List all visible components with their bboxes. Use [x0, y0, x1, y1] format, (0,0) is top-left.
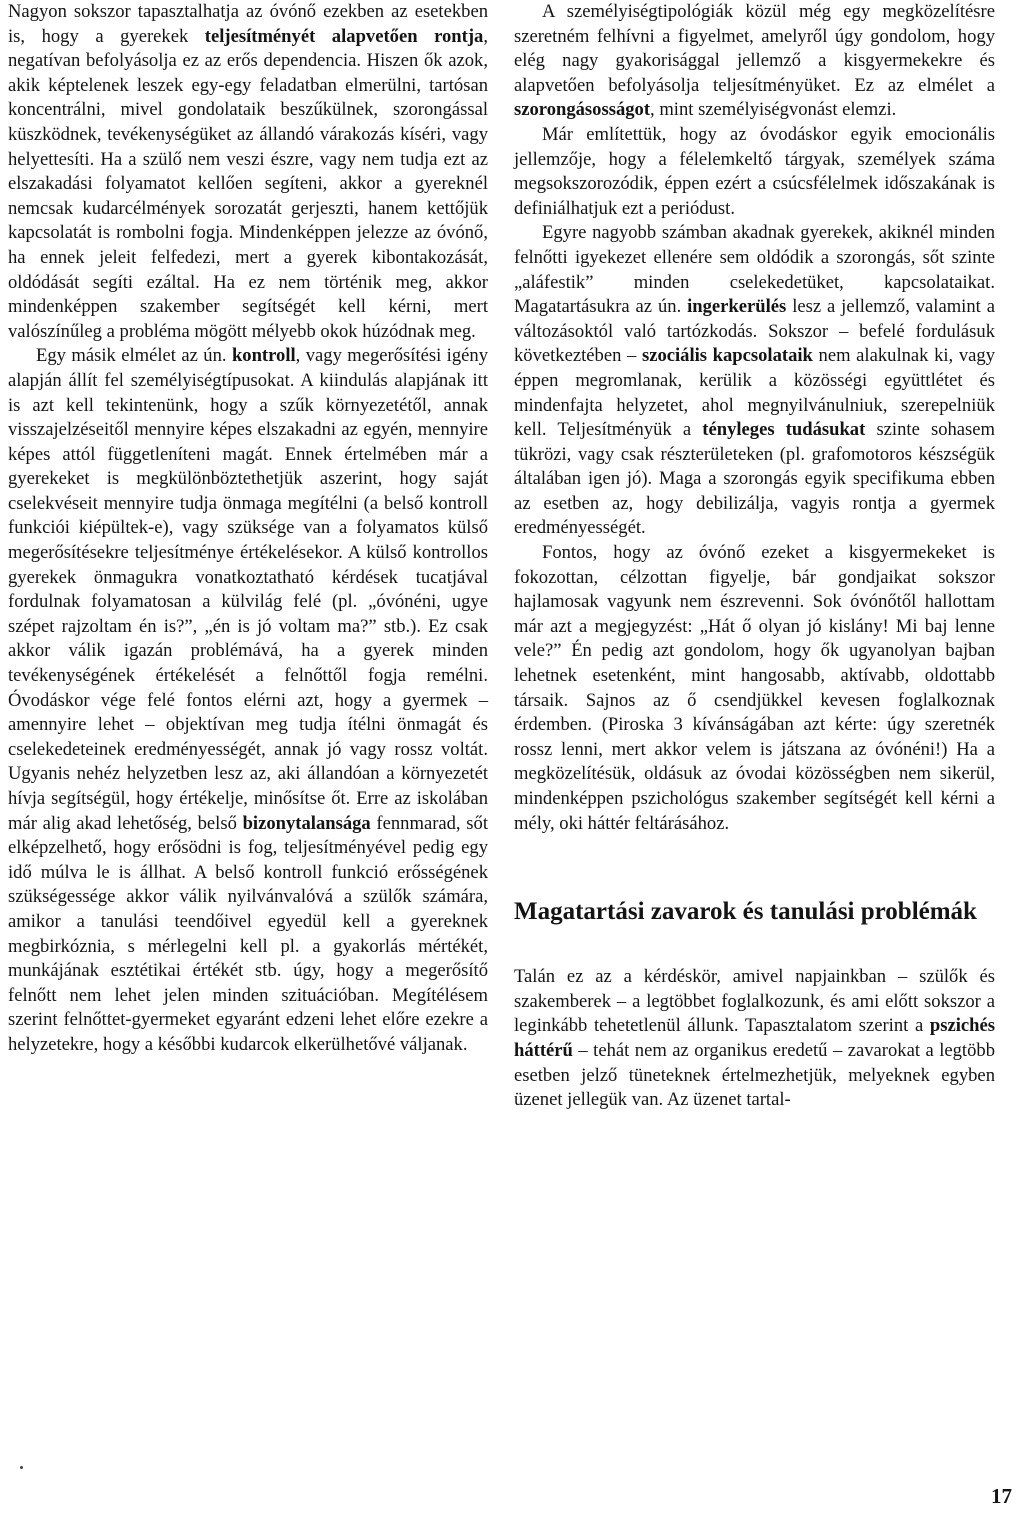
- paragraph: [514, 123, 995, 221]
- bold-term: pszichés háttérű: [514, 1015, 995, 1061]
- text-run: , vagy megerősítési igény alapján állít fel személyiségtípusokat. A kiindulás alapjának itt is azt kell tekintenünk, hogy a szűk környezetétől, annak visszajelzéseitől mennyire képes elszakadni az egyén, mennyire képes attól függetleníteni magát. Ennek értelmében már a gyerekeket is megkülönböztethetjük aszerint, hogy saját cselekvéseit mennyire tudja önmaga megítélni (a belső kontroll funkciói kiépültek-e), vagy szüksége van a folyamatos külső megerősítésekre teljesítménye értékelésekor. A külső kontrollos gyerekek önmagukra vonatkoztatható kérdések tucatjával fordulnak folyamatosan a külvilág felé (pl. „óvónéni, ugye szépet rajzoltam én is?”, „én is jó voltam ma?” stb.). Ez csak akkor válik igazán problémává, ha a gyerek minden tevékenységének értékelését a felnőttől fogja remélni. Óvodáskor vége felé fontos elérni azt, hogy a gyermek – amennyire lehet – objektívan meg tudja ítélni önmagát és cselekedeteinek eredményességét, annak jó vagy rossz voltát. Ugyanis nehéz helyzetben lesz az, aki állandóan a környezetét hívja segítségül, hogy értékelje, minősítse őt. Erre az iskolában már alig akad lehetőség, belső: [8, 345, 488, 834]
- paragraph: [8, 344, 488, 1057]
- text-run: Egy másik elmélet az ún.: [36, 345, 232, 367]
- text-run: Nagyon sokszor tapasztalhatja az óvónő ezekben az esetekben is, hogy a gyerekek: [8, 1, 488, 47]
- right-column: [514, 0, 995, 1113]
- bold-term: kontroll: [231, 345, 296, 367]
- text-run: , negatívan befolyásolja ez az erős dependencia. Hiszen ők azok, akik képtelenek leszek egy-egy feladatban elmerülni, tartósan koncentrálni, mivel gondolataik beszűkülnek, szorongással küszködnek, tevékenységüket az állandó várakozás kíséri, vagy helyettesíti. Ha a szülő nem veszi észre, vagy nem tudja ezt az elszakadási folyamatot kellően segíteni, akkor a gyereknél nemcsak kudarcélmények sorozatát gerjeszti, hanem kettőjük kapcsolatát is rombolni fogja. Mindenképpen jelezze az óvónő, ha ennek jeleit felfedezi, mert a gyerek kibontakozását, oldódását segíti ezáltal. Ha ez nem történik meg, akkor mindenképpen szakember segítségét kell kérni, mert valószínűleg a probléma mögött mélyebb okok húzódnak meg.: [8, 25, 488, 342]
- text-run: Talán ez az a kérdéskör, amivel napjainkban – szülők és szakemberek – a legtöbbet foglalkozunk, és ami előtt sokszor a leginkább tehetetlenül állunk. Tapasztalatom szerint a: [514, 966, 995, 1037]
- text-run: nem alakulnak ki, vagy éppen megromlanak, kerülik a közösségi együttlétet és mindenfajta helyzetet, ahol megnyilvánulniuk, szerepelniük kell. Teljesítményük a: [514, 345, 995, 441]
- text-run: – tehát nem az organikus eredetű – zavarokat a legtöbb esetben jelző tüneteknek értelmezhetjük, melyeknek egyben üzenet jellegük van. Az üzenet tartal-: [514, 1039, 995, 1111]
- paragraph: [514, 0, 995, 123]
- bold-term: ingerkerülés: [687, 296, 787, 318]
- bold-term: szorongásosságot: [514, 99, 651, 121]
- section-heading: Magatartási zavarok és tanulási problémák: [514, 898, 977, 926]
- text-run: Fontos, hogy az óvónő ezeket a kisgyermekeket is fokozottan, célzottan figyelje, bár gondjaikat sokszor hajlamosak vagyunk nem észrevenni. Sok óvónőtől hallottam már azt a megjegyzést: „Hát ő olyan jó kislány! Mi baj lenne vele?” Én pedig azt gondolom, hogy ők ugyanolyan bajban lehetnek esetenként, mint hangosabb, aktívabb, oldottabb társaik. Sajnos az ő csendjükkel kevesen foglalkoznak érdemben. (Piroska 3 kívánságában azt kérte: úgy szeretnék rossz lenni, mert akkor velem is játszana az óvónéni!) Ha a megközelítésük, oldásuk az óvodai közösségben nem sikerül, mindenképpen pszichológus szakember segítségét kell kérni a mély, oki háttér feltárásához.: [514, 542, 995, 834]
- paragraph: [514, 221, 995, 541]
- text-run: Már említettük, hogy az óvodáskor egyik emocionális jellemzője, hogy a félelemkeltő tárgyak, személyek száma megsokszorozódik, éppen ezért a csúcsfélelmek időszakának is definiálhatjuk ezt a periódust.: [514, 123, 995, 219]
- paragraph: [514, 541, 995, 836]
- text-run: szinte sohasem tükrözi, vagy csak részterületeken (pl. grafomotoros készségük általában igen jó). Maga a szorongás egyik specifikuma ebben az esetben az, hogy debilizálja, vagyis rontja a gyermek eredményességét.: [514, 419, 996, 539]
- text-run: A személyiségtipológiák közül még egy megközelítésre szeretném felhívni a figyelmet, amelyről úgy gondolom, hogy elég nagy gyakorisággal jellemző a kisgyermekekre és alapvetően befolyásolja teljesítményüket. Ez az elmélet a: [514, 1, 995, 96]
- paragraph: [514, 965, 995, 1113]
- text-run: lesz a jellemző, valamint a változásoktól való tartózkodás. Sokszor – befelé fordulásuk következtében –: [514, 296, 995, 367]
- text-run: , mint személyiségvonást elemzi.: [650, 99, 897, 121]
- text-run: fennmarad, sőt elképzelhető, hogy erősödni is fog, teljesítményével pedig egy idő múlva le is állhat. A belső kontroll funkció erősségének szükségessége akkor válik nyilvánvalóvá a szülők számára, amikor a tanulási teendőivel egyedül kell a gyereknek megbirkóznia, s mérlegelni kell pl. a gyakorlás mértékét, munkájának esztétikai értékét stb. úgy, hogy a megerősítő felnőtt nem lehet jelen minden szituációban. Megítélésem szerint felnőttet-gyermeket egyaránt edzeni lehet előre ezekre a helyzetekre, hogy a későbbi kudarcok elkerülhetővé váljanak.: [8, 812, 488, 1055]
- page-number: 17: [991, 1484, 1012, 1508]
- text-run: Egyre nagyobb számban akadnak gyerekek, akiknél minden felnőtti igyekezet ellenére sem oldódik a szorongás, sőt szinte „aláfestik” minden cselekedetüket, kapcsolataikat. Magatartásukra az ún.: [514, 222, 995, 318]
- paragraph: [8, 0, 488, 344]
- stray-mark: [20, 1466, 23, 1469]
- bold-term: tényleges tudásukat: [702, 419, 866, 441]
- bold-term: bizonytalansága: [242, 812, 371, 834]
- bold-term: teljesítményét alapvetően rontja: [204, 25, 484, 47]
- bold-term: szociális kapcsolataik: [641, 345, 813, 367]
- left-column: [8, 0, 488, 1058]
